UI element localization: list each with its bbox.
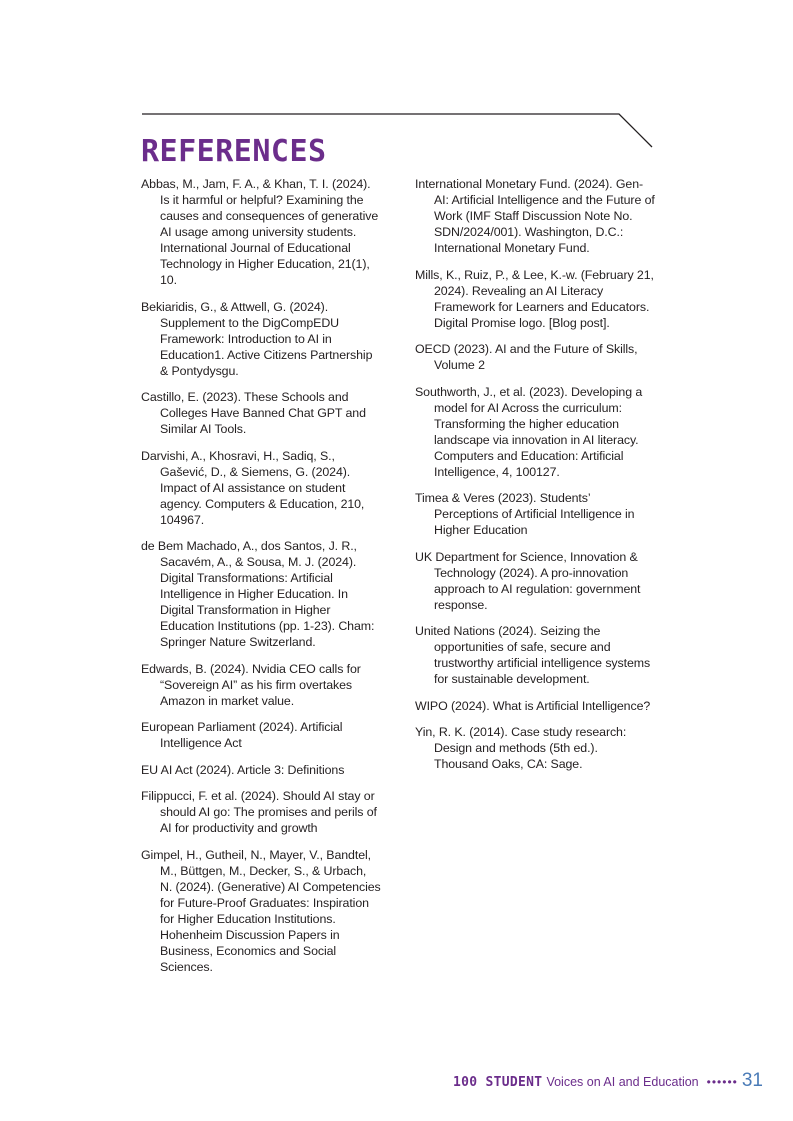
- reference-entry: WIPO (2024). What is Artificial Intelligence?: [415, 698, 651, 713]
- references-left-column: [141, 176, 381, 985]
- footer-dots: ••••••: [706, 1075, 738, 1089]
- reference-entry: OECD (2023). AI and the Future of Skills, Volume 2: [415, 342, 638, 372]
- page-number: 31: [741, 1070, 763, 1091]
- reference-entry: Timea & Veres (2023). Students’ Perceptions of Artificial Intelligence in Higher Education: [415, 491, 635, 537]
- page-footer: [453, 1070, 763, 1090]
- reference-entry: United Nations (2024). Seizing the opportunities of safe, secure and trustworthy artificial intelligence systems for sustainable development.: [415, 624, 651, 686]
- reference-entry: Mills, K., Ruiz, P., & Lee, K.-w. (February 21, 2024). Revealing an AI Literacy Framework for Learners and Educators. Digital Promise logo. [Blog post].: [415, 267, 654, 330]
- reference-entry: Castillo, E. (2023). These Schools and Colleges Have Banned Chat GPT and Similar AI Tools.: [141, 390, 366, 436]
- reference-entry: de Bem Machado, A., dos Santos, J. R., Sacavém, A., & Sousa, M. J. (2024). Digital Transformations: Artificial Intelligence in Higher Education. In Digital Transformation in Higher Education Institutions (pp. 1-23). Cham: Springer Nature Switzerland.: [141, 539, 375, 649]
- footer-tagline: Voices on AI and Education: [546, 1075, 699, 1089]
- references-right-column: [415, 176, 655, 783]
- reference-entry: Filippucci, F. et al. (2024). Should AI stay or should AI go: The promises and perils of AI for productivity and growth: [141, 789, 377, 835]
- reference-entry: Gimpel, H., Gutheil, N., Mayer, V., Bandtel, M., Büttgen, M., Decker, S., & Urbach, N. (2024). (Generative) AI Competencies for Future-Proof Graduates: Inspiration for Higher Education Institutions. Hohenheim Discussion Papers in Business, Economics and Social Sciences.: [141, 847, 381, 974]
- reference-entry: Edwards, B. (2024). Nvidia CEO calls for “Sovereign AI” as his firm overtakes Amazon in market value.: [141, 661, 361, 708]
- footer-brand: 100 STUDENT: [453, 1075, 543, 1090]
- reference-entry: EU AI Act (2024). Article 3: Definitions: [141, 762, 345, 777]
- page-title: REFERENCES: [141, 134, 327, 169]
- reference-entry: UK Department for Science, Innovation & Technology (2024). A pro-innovation approach to AI regulation: government response.: [415, 549, 641, 612]
- reference-entry: Southworth, J., et al. (2023). Developing a model for AI Across the curriculum: Transforming the higher education landscape via innovation in AI literacy. Computers and Education: Artificial Intelligence, 4, 100127.: [415, 384, 643, 479]
- reference-entry: Yin, R. K. (2014). Case study research: Design and methods (5th ed.). Thousand Oaks, CA: Sage.: [415, 725, 627, 771]
- reference-entry: Abbas, M., Jam, F. A., & Khan, T. I. (2024). Is it harmful or helpful? Examining the causes and consequences of generative AI usage among university students. International Journal of Educational Technology in Higher Education, 21(1), 10.: [141, 177, 379, 287]
- reference-entry: Bekiaridis, G., & Attwell, G. (2024). Supplement to the DigCompEDU Framework: Introduction to AI in Education1. Active Citizens Partnership & Pontydysgu.: [141, 299, 373, 378]
- reference-entry: Darvishi, A., Khosravi, H., Sadiq, S., Gašević, D., & Siemens, G. (2024). Impact of AI assistance on student agency. Computers & Education, 210, 104967.: [141, 448, 365, 527]
- reference-entry: European Parliament (2024). Artificial Intelligence Act: [141, 720, 343, 750]
- reference-entry: International Monetary Fund. (2024). Gen-AI: Artificial Intelligence and the Future of Work (IMF Staff Discussion Note No. SDN/2024/001). Washington, D.C.: International Monetary Fund.: [415, 177, 655, 255]
- header-rule: [0, 0, 793, 160]
